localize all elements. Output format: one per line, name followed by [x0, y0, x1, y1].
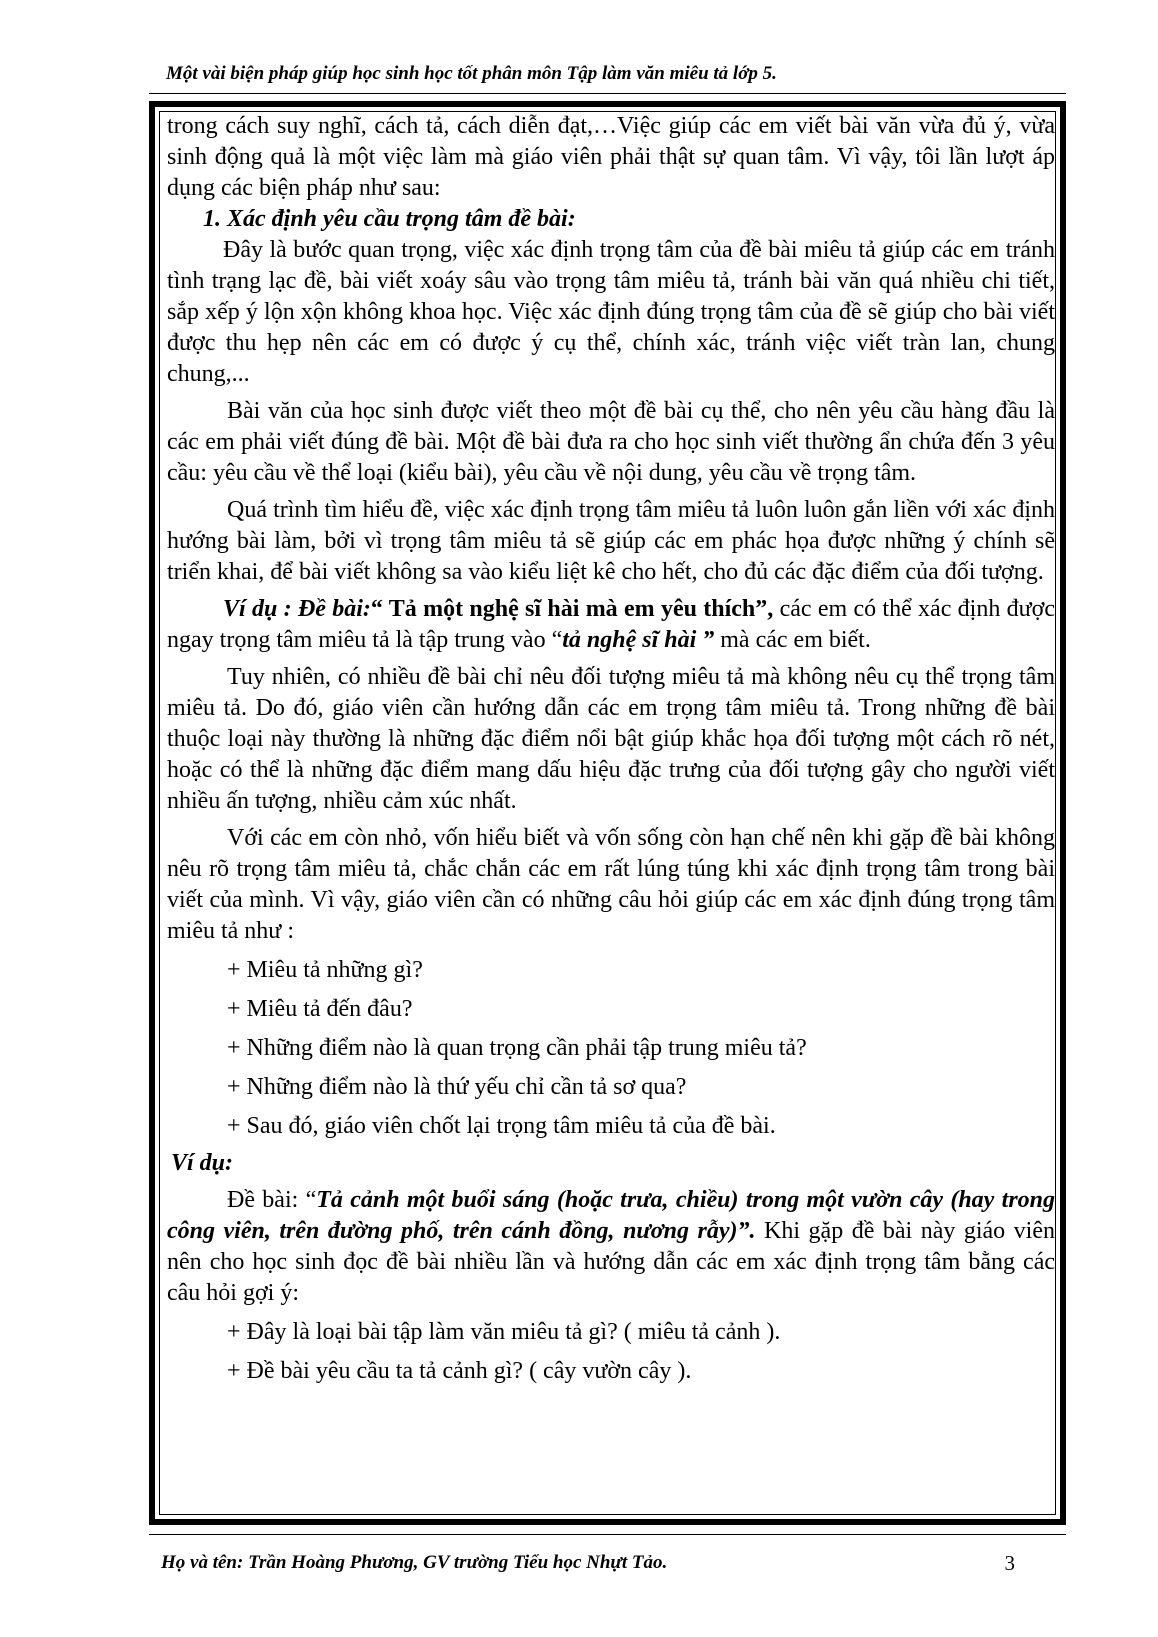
example-1-label: Ví dụ : Đề bài:	[223, 596, 371, 622]
list-item: + Đây là loại bài tập làm văn miêu tả gì? ( miêu tả cảnh ).	[227, 1319, 781, 1345]
section-heading: 1. Xác định yêu cầu trọng tâm đề bài:	[203, 206, 576, 232]
list-item: + Những điểm nào là quan trọng cần phải tập trung miêu tả?	[227, 1035, 807, 1061]
list-item: + Miêu tả đến đâu?	[227, 996, 413, 1022]
footer-rule	[149, 1534, 1066, 1535]
example-1-focus: tả nghệ sĩ hài ”	[562, 627, 715, 653]
paragraph-5: Với các em còn nhỏ, vốn hiểu biết và vốn sống còn hạn chế nên khi gặp đề bài không nêu rõ trọng tâm miêu tả, chắc chắn các em rất lúng túng khi xác định trọng tâm trong bài viết của mình. Vì vậy, giáo viên cần có những câu hỏi giúp các em xác định đúng trọng tâm miêu tả như :	[167, 825, 1055, 944]
document-body	[167, 111, 1055, 1387]
example-1-text-a: các em có thể xác định được ngay trọng tâm miêu tả là tập trung vào “	[167, 596, 1055, 653]
example-1-paragraph	[167, 594, 1055, 656]
intro-paragraph: trong cách suy nghĩ, cách tả, cách diễn đạt,…Việc giúp các em viết bài văn vừa đủ ý, vừa sinh động quả là một việc làm mà giáo viên phải thật sự quan tâm. Vì vậy, tôi lần lượt áp dụng các biện pháp như sau:	[167, 113, 1055, 201]
list-item: + Miêu tả những gì?	[227, 957, 423, 983]
paragraph-4: Tuy nhiên, có nhiều đề bài chỉ nêu đối tượng miêu tả mà không nêu cụ thể trọng tâm miêu tả. Do đó, giáo viên cần hướng dẫn các em trọng tâm miêu tả. Trong những đề bài thuộc loại này thường là những đặc điểm nổi bật giúp khắc họa đối tượng một cách rõ nét, hoặc có thể là những đặc điểm mang dấu hiệu đặc trưng của đối tượng gây cho người viết nhiều ấn tượng, nhiều cảm xúc nhất.	[167, 664, 1055, 814]
header-rule	[149, 93, 1066, 94]
list-item: + Những điểm nào là thứ yếu chỉ cần tả sơ qua?	[227, 1074, 687, 1100]
example-2-paragraph	[167, 1185, 1055, 1309]
example-2-lead: Đề bài: “	[227, 1187, 317, 1213]
footer-author: Họ và tên: Trần Hoàng Phương, GV trường Tiểu học Nhựt Tảo.	[161, 1552, 668, 1573]
list-item: + Sau đó, giáo viên chốt lại trọng tâm miêu tả của đề bài.	[227, 1113, 776, 1139]
example-1-topic: “ Tả một nghệ sĩ hài mà em yêu thích”,	[370, 596, 774, 622]
page-number: 3	[1004, 1551, 1015, 1575]
paragraph-1: Đây là bước quan trọng, việc xác định trọng tâm của đề bài miêu tả giúp các em tránh tình trạng lạc đề, bài viết xoáy sâu vào trọng tâm miêu tả, tránh bài văn quá nhiều chi tiết, sắp xếp ý lộn xộn không khoa học. Việc xác định đúng trọng tâm của đề sẽ giúp cho bài viết được thu hẹp nên các em có được ý cụ thể, chính xác, tránh việc viết tràn lan, chung chung,...	[167, 237, 1055, 387]
example-1-text-b: mà các em biết.	[714, 627, 871, 653]
page-header-title: Một vài biện pháp giúp học sinh học tốt phân môn Tập làm văn miêu tả lớp 5.	[166, 63, 777, 84]
paragraph-2: Bài văn của học sinh được viết theo một đề bài cụ thể, cho nên yêu cầu hàng đầu là các em phải viết đúng đề bài. Một đề bài đưa ra cho học sinh viết thường ẩn chứa đến 3 yêu cầu: yêu cầu về thể loại (kiểu bài), yêu cầu về nội dung, yêu cầu về trọng tâm.	[167, 398, 1055, 486]
example-2-rest: Khi gặp đề bài này giáo viên nên cho học sinh đọc đề bài nhiều lần và hướng dẫn các em xác định trọng tâm bằng các câu hỏi gợi ý:	[167, 1218, 1056, 1306]
example-2-topic: Tả cảnh một buổi sáng (hoặc trưa, chiều) trong một vườn cây (hay trong công viên, trên đường phố, trên cánh đồng, nương rẫy)”.	[167, 1187, 1055, 1244]
list-item: + Đề bài yêu cầu ta tả cảnh gì? ( cây vườn cây ).	[227, 1358, 692, 1384]
example-2-label: Ví dụ:	[171, 1150, 234, 1176]
paragraph-3: Quá trình tìm hiểu đề, việc xác định trọng tâm miêu tả luôn luôn gắn liền với xác định hướng bài làm, bởi vì trọng tâm miêu tả sẽ giúp các em phác họa được những ý chính sẽ triển khai, để bài viết không sa vào kiểu liệt kê cho hết, cho đủ các đặc điểm của đối tượng.	[167, 497, 1055, 585]
